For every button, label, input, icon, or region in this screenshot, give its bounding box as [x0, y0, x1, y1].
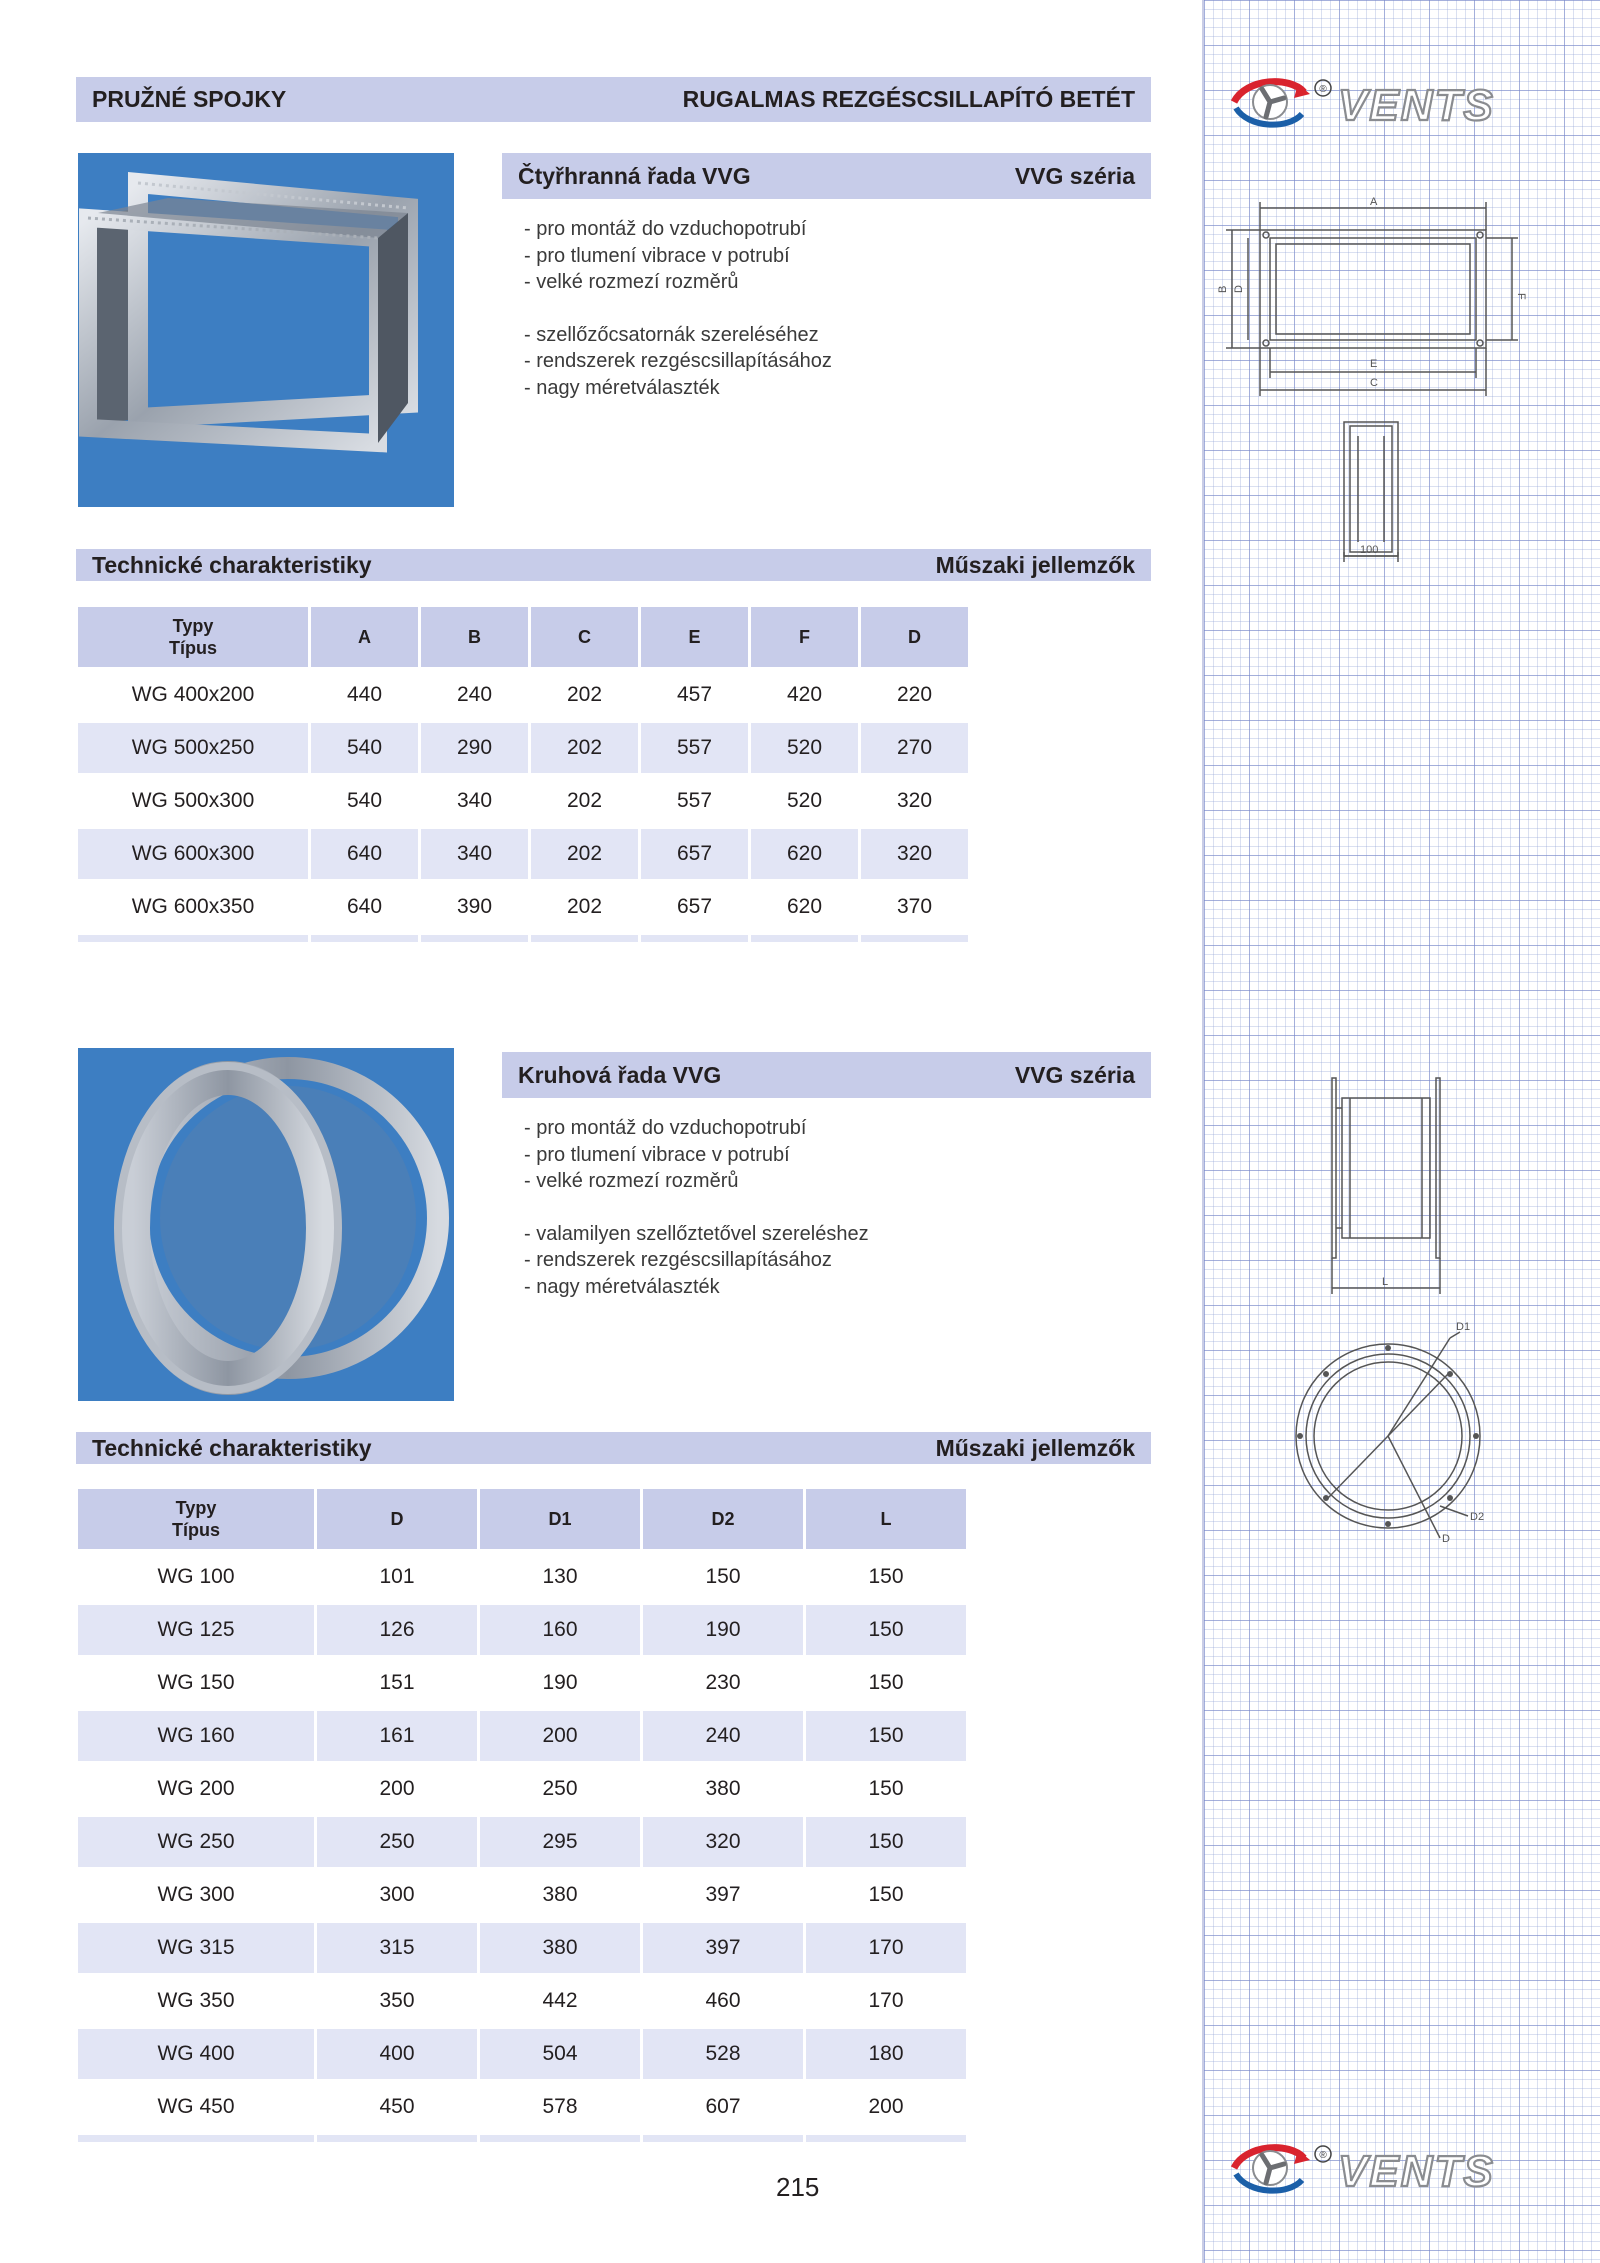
value-cell: 370 — [861, 879, 968, 932]
dim-label-d2: D2 — [1470, 1511, 1485, 1523]
value-cell: 160 — [480, 1602, 640, 1655]
type-cell: WG 450 — [78, 2079, 314, 2132]
value-cell: 270 — [861, 720, 968, 773]
value-cell: 540 — [311, 720, 418, 773]
table-row — [78, 1814, 966, 1867]
feature-cz-1: - pro montáž do vzduchopotrubí — [524, 218, 807, 240]
value-cell: 400 — [317, 2026, 477, 2079]
feature-cz-2: - pro tlumení vibrace v potrubí — [524, 244, 790, 267]
value-cell: 315 — [317, 1920, 477, 1973]
table-row — [78, 826, 968, 879]
feature-hu-3: - nagy méretválaszték — [524, 376, 720, 399]
value-cell: 170 — [806, 1920, 966, 1973]
value-cell: 200 — [806, 2079, 966, 2132]
feature-cz-1: - pro montáž do vzduchopotrubí — [524, 1117, 807, 1139]
rectangular-spec-table — [75, 607, 971, 942]
section2-title-cz: Kruhová řada VVG — [518, 1061, 722, 1088]
type-column-header: Typy Típus — [78, 607, 308, 667]
column-header: A — [311, 607, 418, 667]
column-header: D1 — [480, 1489, 640, 1549]
type-cell: WG 200 — [78, 1761, 314, 1814]
table-row — [78, 773, 968, 826]
section2-features-list — [524, 1115, 869, 1300]
value-cell: 190 — [643, 1602, 803, 1655]
value-cell: 460 — [643, 1973, 803, 2026]
value-cell: 440 — [311, 667, 418, 720]
value-cell: 295 — [480, 1814, 640, 1867]
value-cell: 450 — [317, 2079, 477, 2132]
value-cell: 380 — [480, 1920, 640, 1973]
value-cell: 557 — [641, 720, 748, 773]
column-header: D — [317, 1489, 477, 1549]
type-cell: WG 150 — [78, 1655, 314, 1708]
value-cell: 520 — [751, 720, 858, 773]
tech-title-cz: Technické charakteristiky — [92, 551, 372, 578]
logo-wordmark: VENTS — [1338, 81, 1495, 130]
vents-logo-bottom — [1228, 2138, 1568, 2196]
value-cell: 202 — [531, 879, 638, 932]
dim-label-l: L — [1382, 1276, 1389, 1288]
value-cell: 150 — [806, 1814, 966, 1867]
feature-hu-2: - rendszerek rezgéscsillapításához — [524, 350, 832, 372]
value-cell: 420 — [751, 667, 858, 720]
type-cell: WG 600x300 — [78, 826, 308, 879]
feature-cz-3: - velké rozmezí rozměrů — [524, 271, 739, 293]
value-cell: 180 — [806, 2026, 966, 2079]
value-cell: 230 — [643, 1655, 803, 1708]
value-cell: 607 — [643, 2079, 803, 2132]
type-cell: WG 160 — [78, 1708, 314, 1761]
table-row — [78, 2026, 966, 2079]
value-cell: 202 — [531, 826, 638, 879]
value-cell: 220 — [861, 667, 968, 720]
column-header: L — [806, 1489, 966, 1549]
table-row — [78, 1549, 966, 1602]
value-cell: 150 — [806, 1549, 966, 1602]
rectangular-connector-photo — [78, 153, 454, 507]
value-cell: 202 — [531, 667, 638, 720]
table-row — [78, 1602, 966, 1655]
table-row — [78, 1708, 966, 1761]
type-cell: WG 500x250 — [78, 720, 308, 773]
table-row — [78, 720, 968, 773]
value-cell: 240 — [421, 667, 528, 720]
column-header: B — [421, 607, 528, 667]
table-header-row — [78, 1489, 966, 1549]
table-header-row — [78, 607, 968, 667]
type-cell: WG 500x300 — [78, 773, 308, 826]
tech-title-hu: Műszaki jellemzők — [935, 1434, 1135, 1461]
feature-hu-1: - valamilyen szellőztetővel szereléshez — [524, 1222, 869, 1245]
type-cell: WG 400 — [78, 2026, 314, 2079]
type-cell: WG 125 — [78, 1602, 314, 1655]
registered-mark: ® — [1319, 2150, 1327, 2161]
dim-label-b: B — [1217, 285, 1229, 293]
registered-mark: ® — [1319, 84, 1327, 95]
dim-label-d1: D1 — [1456, 1321, 1471, 1333]
value-cell: 320 — [643, 1814, 803, 1867]
column-header: D2 — [643, 1489, 803, 1549]
logo-wordmark: VENTS — [1338, 2147, 1495, 2196]
type-cell: WG 400x200 — [78, 667, 308, 720]
dim-label-c: C — [1370, 377, 1378, 389]
section1-title-bar — [502, 153, 1151, 199]
section2-tech-bar — [76, 1432, 1151, 1464]
value-cell: 300 — [317, 1867, 477, 1920]
section1-features-list — [524, 216, 832, 401]
vents-logo-top — [1228, 72, 1568, 130]
value-cell: 202 — [531, 773, 638, 826]
value-cell: 161 — [317, 1708, 477, 1761]
tech-title-hu: Műszaki jellemzők — [935, 551, 1135, 578]
value-cell: 520 — [751, 773, 858, 826]
value-cell: 150 — [806, 1761, 966, 1814]
value-cell: 350 — [317, 1973, 477, 2026]
section1-title-cz: Čtyřhranná řada VVG — [518, 162, 751, 189]
value-cell: 250 — [317, 1814, 477, 1867]
value-cell: 320 — [861, 826, 968, 879]
dim-label-e: E — [1370, 358, 1378, 370]
value-cell: 620 — [751, 879, 858, 932]
dim-label-a: A — [1370, 196, 1378, 208]
section1-title-hu: VVG széria — [1014, 162, 1135, 189]
value-cell: 320 — [861, 773, 968, 826]
value-cell: 657 — [641, 826, 748, 879]
value-cell: 150 — [806, 1602, 966, 1655]
value-cell: 150 — [806, 1708, 966, 1761]
type-column-header: Typy Típus — [78, 1489, 314, 1549]
value-cell: 540 — [311, 773, 418, 826]
dim-label-depth: 100 — [1360, 544, 1379, 556]
value-cell: 130 — [480, 1549, 640, 1602]
column-header: C — [531, 607, 638, 667]
value-cell: 150 — [806, 1655, 966, 1708]
value-cell: 620 — [751, 826, 858, 879]
table-row — [78, 1920, 966, 1973]
type-cell: WG 350 — [78, 1973, 314, 2026]
round-spec-table — [75, 1489, 969, 2142]
value-cell: 528 — [643, 2026, 803, 2079]
type-cell: WG 250 — [78, 1814, 314, 1867]
section2-title-hu: VVG széria — [1014, 1061, 1135, 1088]
value-cell: 657 — [641, 879, 748, 932]
section1-tech-bar — [76, 549, 1151, 581]
value-cell: 290 — [421, 720, 528, 773]
value-cell: 150 — [806, 1867, 966, 1920]
value-cell: 202 — [531, 720, 638, 773]
value-cell: 101 — [317, 1549, 477, 1602]
value-cell: 200 — [480, 1708, 640, 1761]
value-cell: 190 — [480, 1655, 640, 1708]
value-cell: 340 — [421, 773, 528, 826]
header-title-cz: PRUŽNÉ SPOJKY — [92, 86, 287, 112]
table-row — [78, 879, 968, 932]
value-cell: 397 — [643, 1867, 803, 1920]
column-header: F — [751, 607, 858, 667]
feature-cz-3: - velké rozmezí rozměrů — [524, 1170, 739, 1192]
table-row — [78, 1761, 966, 1814]
value-cell: 504 — [480, 2026, 640, 2079]
value-cell: 126 — [317, 1602, 477, 1655]
type-cell: WG 600x350 — [78, 879, 308, 932]
round-dimension-drawing — [1280, 1068, 1510, 1558]
table-row — [78, 1973, 966, 2026]
feature-hu-1: - szellőzőcsatornák szereléséhez — [524, 323, 819, 346]
dim-label-d: D — [1442, 1533, 1450, 1545]
value-cell: 340 — [421, 826, 528, 879]
value-cell: 200 — [317, 1761, 477, 1814]
type-cell: WG 300 — [78, 1867, 314, 1920]
value-cell: 390 — [421, 879, 528, 932]
value-cell: 442 — [480, 1973, 640, 2026]
value-cell: 380 — [480, 1867, 640, 1920]
value-cell: 170 — [806, 1973, 966, 2026]
value-cell: 380 — [643, 1761, 803, 1814]
table-row — [78, 2079, 966, 2132]
table-end-strip — [78, 932, 968, 942]
value-cell: 250 — [480, 1761, 640, 1814]
column-header: E — [641, 607, 748, 667]
table-end-strip — [78, 2132, 966, 2142]
rectangular-dimension-drawing — [1212, 190, 1542, 570]
value-cell: 557 — [641, 773, 748, 826]
page-header-bar — [76, 77, 1151, 122]
column-header: D — [861, 607, 968, 667]
value-cell: 640 — [311, 879, 418, 932]
feature-hu-2: - rendszerek rezgéscsillapításához — [524, 1249, 832, 1271]
value-cell: 240 — [643, 1708, 803, 1761]
header-title-hu: RUGALMAS REZGÉSCSILLAPÍTÓ BETÉT — [682, 86, 1135, 112]
value-cell: 457 — [641, 667, 748, 720]
section2-title-bar — [502, 1052, 1151, 1098]
dim-label-f: F — [1515, 293, 1527, 300]
table-row — [78, 1655, 966, 1708]
table-row — [78, 667, 968, 720]
value-cell: 150 — [643, 1549, 803, 1602]
value-cell: 640 — [311, 826, 418, 879]
feature-cz-2: - pro tlumení vibrace v potrubí — [524, 1143, 790, 1166]
value-cell: 578 — [480, 2079, 640, 2132]
value-cell: 397 — [643, 1920, 803, 1973]
tech-title-cz: Technické charakteristiky — [92, 1434, 372, 1461]
type-cell: WG 315 — [78, 1920, 314, 1973]
value-cell: 151 — [317, 1655, 477, 1708]
feature-hu-3: - nagy méretválaszték — [524, 1275, 720, 1298]
page-number: 215 — [776, 2172, 820, 2202]
dim-label-d: D — [1233, 285, 1245, 293]
type-cell: WG 100 — [78, 1549, 314, 1602]
round-connector-photo — [78, 1048, 454, 1401]
table-row — [78, 1867, 966, 1920]
